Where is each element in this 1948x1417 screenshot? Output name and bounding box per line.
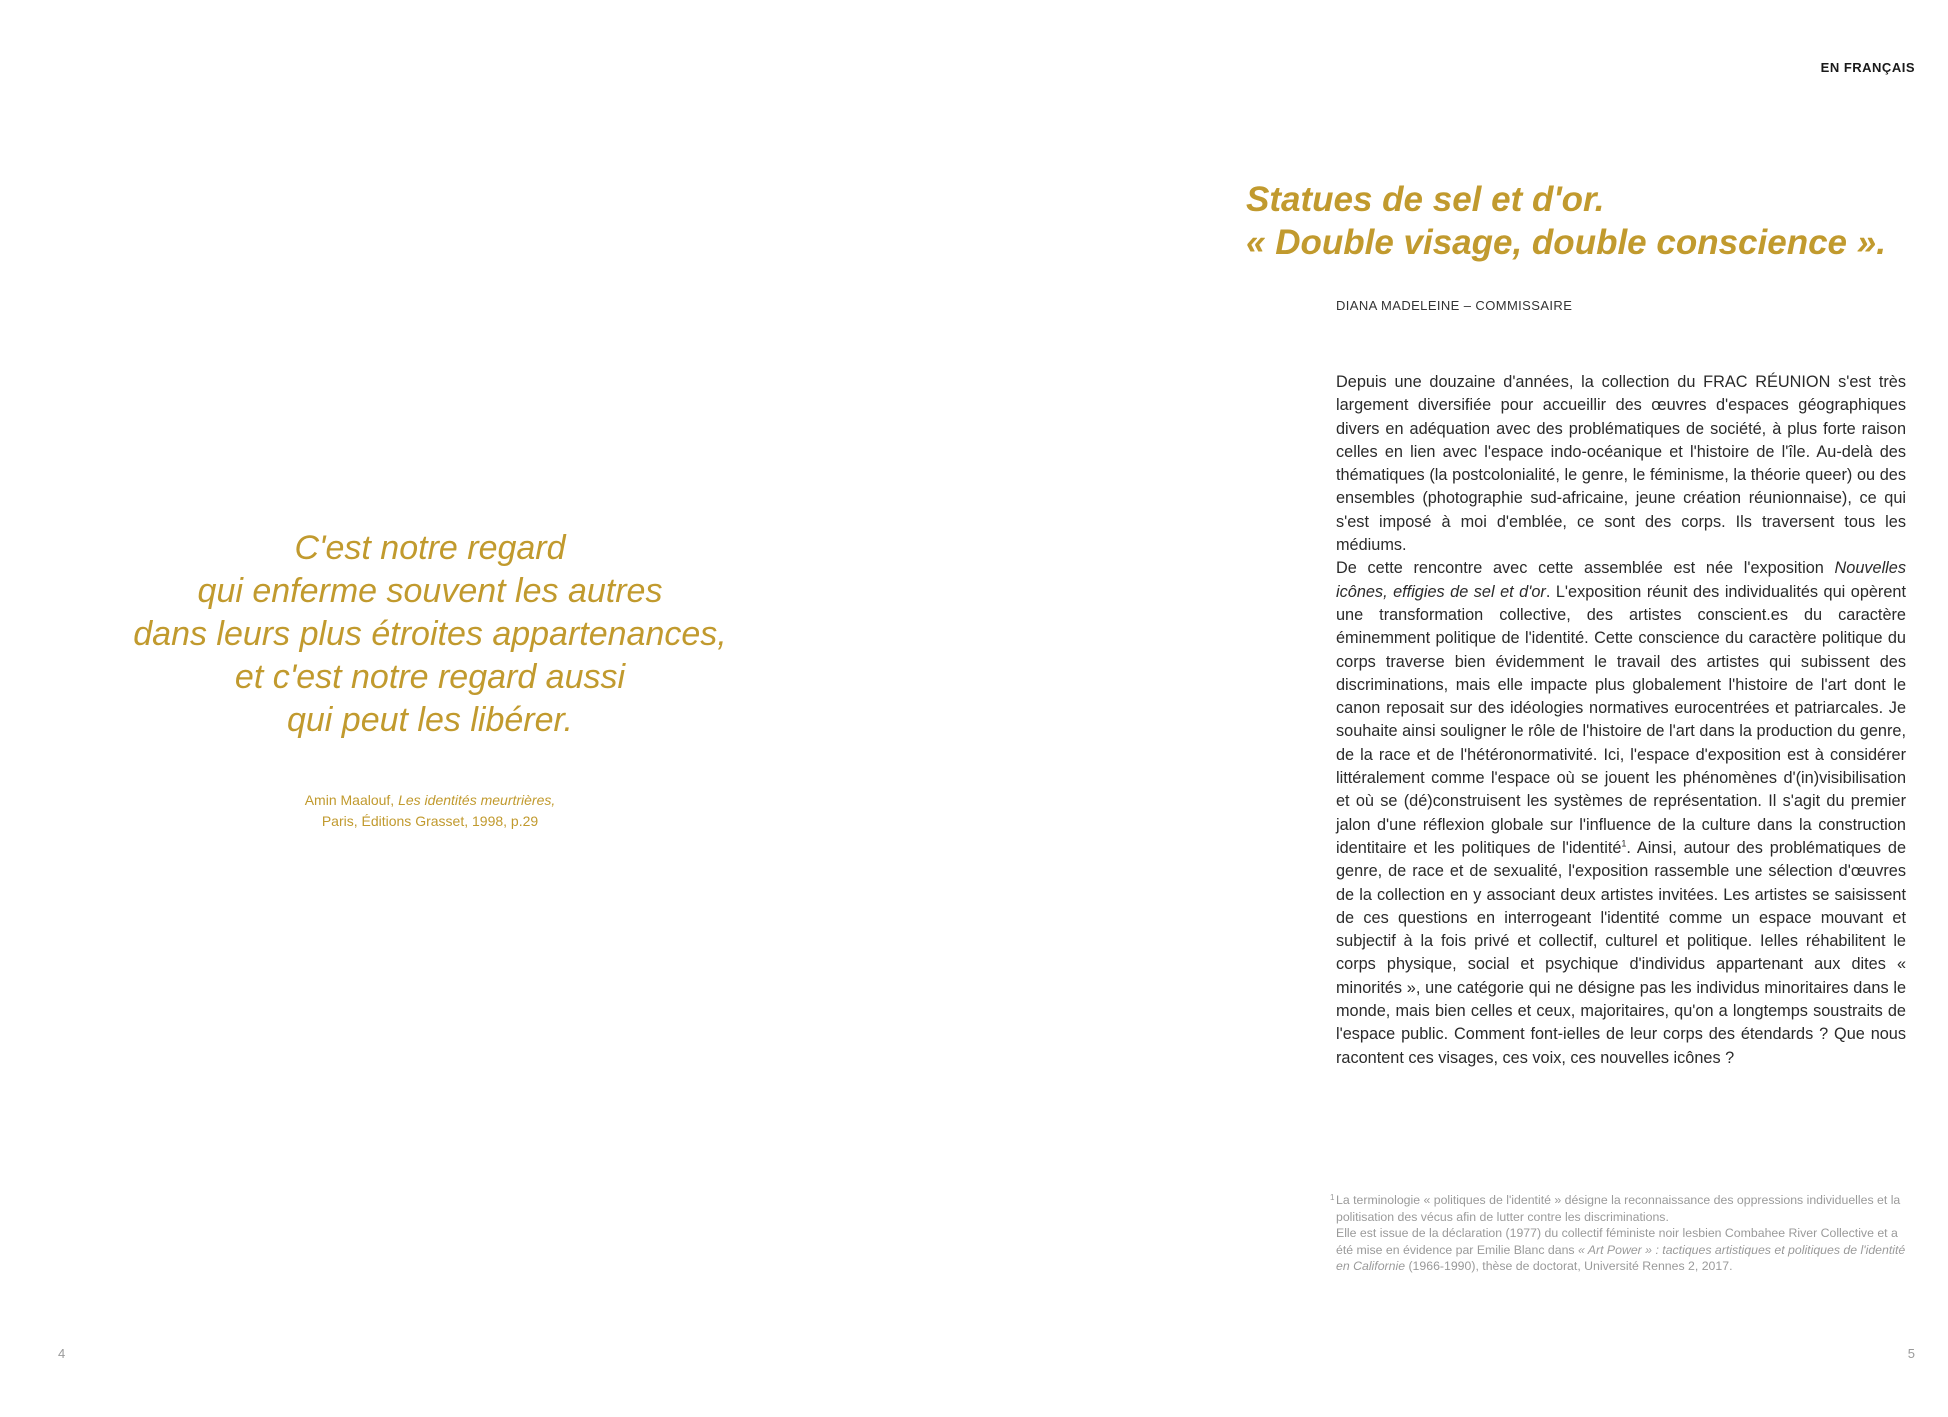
page-number-left: 4 — [58, 1346, 66, 1361]
quote-line: et c'est notre regard aussi — [234, 658, 626, 696]
footnote-text-2: Elle est issue de la déclaration (1977) du collectif féministe noir lesbien Combahee River Collective et a été mise en évidence par Emilie Blanc dans « Art Power » : tactiques artistiques et politiques de l'identité en Californie (1966-1990), thèse de doctorat, Université Rennes 2, 2017. — [1336, 1226, 1906, 1274]
article-body — [1336, 371, 1906, 1070]
footnote-reference[interactable]: 1 — [1621, 838, 1627, 849]
quote-line: qui enferme souvent les autres — [197, 572, 663, 610]
quote-source — [230, 790, 630, 832]
quote-source-title: Les identités meurtrières, — [398, 792, 556, 808]
right-page — [974, 0, 1948, 1417]
page-number-right: 5 — [1907, 1346, 1915, 1361]
article-title-line-2: « Double visage, double conscience ». — [1246, 223, 1886, 262]
article-author: DIANA MADELEINE – COMMISSAIRE — [1336, 298, 1573, 313]
quote-line: dans leurs plus étroites appartenances, — [133, 615, 727, 653]
article-title — [1246, 178, 1906, 264]
footnote-text-1: La terminologie « politiques de l'identité » désigne la reconnaissance des oppressions individuelles et la politisation des vécus afin de lutter contre les discriminations. — [1336, 1193, 1901, 1224]
epigraph-quote — [100, 527, 760, 742]
quote-source-author: Amin Maalouf, — [304, 792, 399, 808]
quote-line: qui peut les libérer. — [286, 701, 573, 739]
quote-line: C'est notre regard — [294, 529, 566, 567]
exhibition-title: Nouvelles icônes, effigies de sel et d'or — [1336, 559, 1906, 601]
paragraph-1: Depuis une douzaine d'années, la collection du FRAC RÉUNION s'est très largement diversifiée pour accueillir des œuvres d'espaces géographiques divers en adéquation avec des problématiques de société, à plus forte raison celles en lien avec l'espace indo-océanique et l'histoire de l'île. Au-delà des thématiques (la postcolonialité, le genre, le féminisme, la théorie queer) ou des ensembles (photographie sud-africaine, jeune création réunionnaise), ce qui s'est imposé à moi d'emblée, ce sont des corps. Ils traversent tous les médiums. — [1336, 373, 1906, 555]
language-label: EN FRANÇAIS — [1820, 60, 1915, 75]
footnote-mark: 1 — [1330, 1193, 1335, 1202]
footnote — [1330, 1192, 1906, 1275]
article-title-line-1: Statues de sel et d'or. — [1246, 180, 1605, 219]
quote-source-publisher: Paris, Éditions Grasset, 1998, p.29 — [321, 813, 539, 829]
paragraph-2: De cette rencontre avec cette assemblée est née l'exposition Nouvelles icônes, effigies de sel et d'or. L'exposition réunit des individualités qui opèrent une transformation collective, des artistes conscient.es du caractère éminemment politique de l'identité. Cette conscience du caractère politique du corps traverse bien évidemment le travail des artistes qui subissent des discriminations, mais elle impacte plus globalement l'histoire de l'art dont le canon reposait sur des idéologies normatives eurocentrées et patriarcales. Je souhaite ainsi souligner le rôle de l'histoire de l'art dans la production du genre, de la race et de l'hétéronormativité. Ici, l'espace d'exposition est à considérer littéralement comme l'espace où se jouent les phénomènes d'(in)visibilisation et où se (dé)construisent les systèmes de représentation. Il s'agit du premier jalon d'une réflexion globale sur l'influence de la culture dans la construction identitaire et les politiques de l'identité$^1$. Ainsi, autour des problématiques de genre, de race et de sexualité, l'exposition rassemble une sélection d'œuvres de la collection en y associant deux artistes invitées. Les artistes se saisissent de ces questions en interrogeant l'identité comme un espace mouvant et subjectif à la fois privé et collectif, culturel et politique. Ielles réhabilitent le corps physique, social et psychique d'individus appartenant aux dites « minorités », une catégorie qui ne désigne pas les individus minoritaires dans le monde, mais bien celles et ceux, majoritaires, qu'on a longtemps soustraits de l'espace public. Comment font-ielles de leur corps des étendards ? Que nous racontent ces visages, ces voix, ces nouvelles icônes ? — [1336, 559, 1906, 1067]
footnote-cited-title: « Art Power » : tactiques artistiques et politiques de l'identité en Californie — [1336, 1242, 1906, 1274]
